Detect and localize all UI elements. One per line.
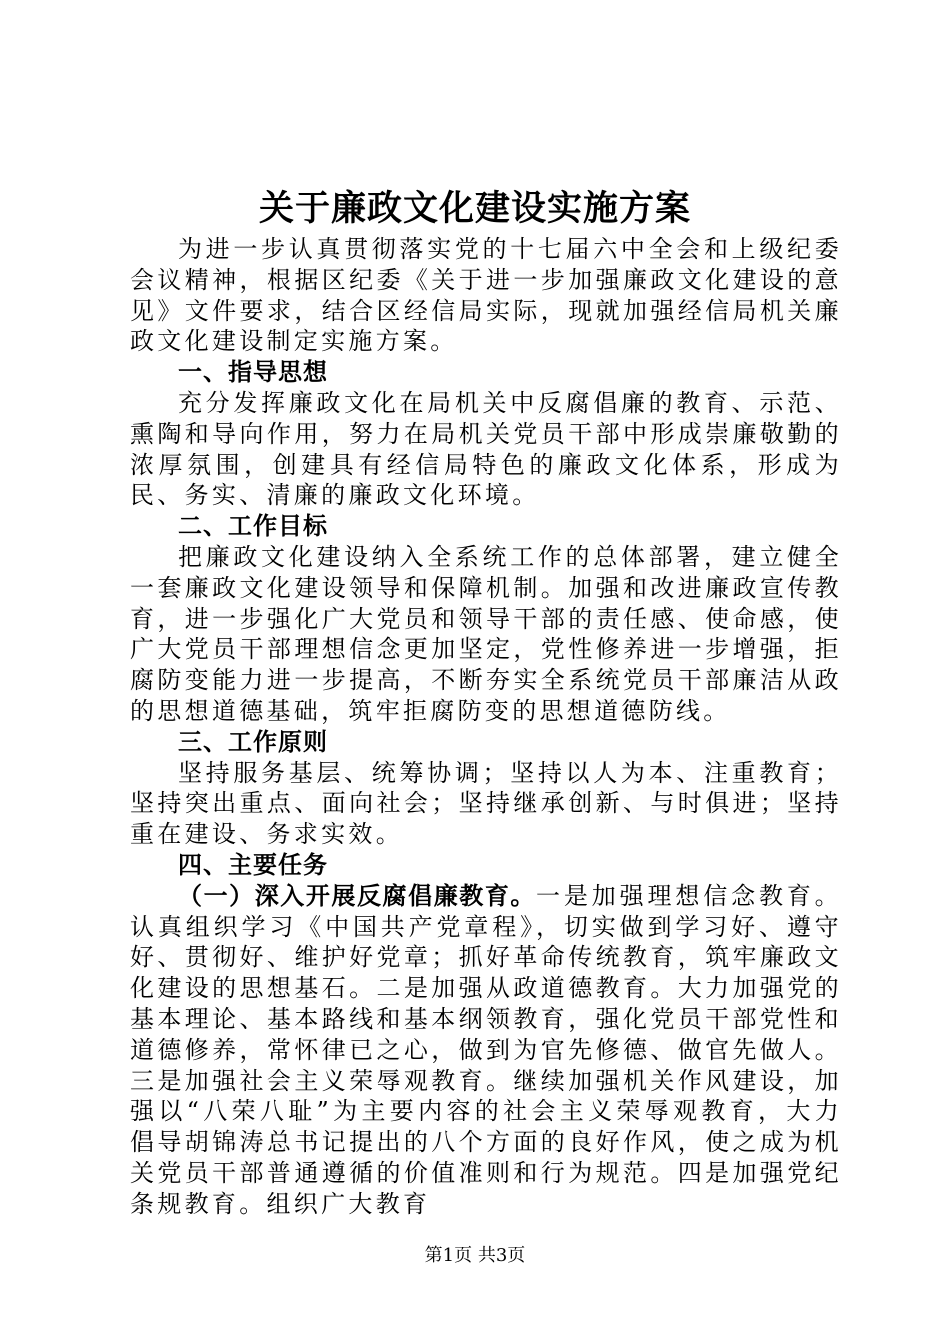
section-heading-work-principles: 三、工作原则 [178,726,328,756]
section-heading-work-goals: 二、工作目标 [178,511,328,541]
section-text-work-principles: 坚持服务基层、统筹协调；坚持以人为本、注重教育；坚持突出重点、面向社会；坚持继承创新、与时俱进；坚持重在建设、务求实效。 [130,758,842,849]
section-text-guiding-ideology: 充分发挥廉政文化在局机关中反腐倡廉的教育、示范、熏陶和导向作用，努力在局机关党员干部中形成崇廉敬勤的浓厚氛围，创建具有经信局特色的廉政文化体系，形成为民、务实、清廉的廉政文化环境。 [130,388,842,510]
page-footer: 第1页 共3页 [424,1245,526,1266]
task-lead: （一）深入开展反腐倡廉教育。 [178,880,536,910]
section-heading-guiding-ideology: 一、指导思想 [178,357,328,387]
task-paragraph [130,881,842,1220]
intro-paragraph: 为进一步认真贯彻落实党的十七届六中全会和上级纪委会议精神，根据区纪委《关于进一步加强廉政文化建设的意见》文件要求，结合区经信局实际，现就加强经信局机关廉政文化建设制定实施方案。 [130,235,842,356]
section-text-work-goals: 把廉政文化建设纳入全系统工作的总体部署，建立健全一套廉政文化建设领导和保障机制。加强和改进廉政宣传教育，进一步强化广大党员和领导干部的责任感、使命感，使广大党员干部理想信念更加坚定，党性修养进一步增强，拒腐防变能力进一步提高，不断夯实全系统党员干部廉洁从政的思想道德基础，筑牢拒腐防变的思想道德防线。 [130,542,842,725]
document-title: 关于廉政文化建设实施方案 [258,188,691,229]
task-text: 一是加强理想信念教育。认真组织学习《中国共产党章程》，切实做到学习好、遵守好、贯彻好、维护好党章；抓好革命传统教育，筑牢廉政文化建设的思想基石。二是加强从政道德教育。大力加强党的基本理论、基本路线和基本纲领教育，强化党员干部党性和道德修养，常怀律已之心，做到为官先修德、做官先做人。三是加强社会主义荣辱观教育。继续加强机关作风建设，加强以“八荣八耻”为主要内容的社会主义荣辱观教育，大力倡导胡锦涛总书记提出的八个方面的良好作风，使之成为机关党员干部普通遵循的价值准则和行为规范。四是加强党纪条规教育。组织广大教育 [130,881,842,1218]
document-body [130,234,842,1220]
section-heading-main-tasks: 四、主要任务 [178,849,328,879]
